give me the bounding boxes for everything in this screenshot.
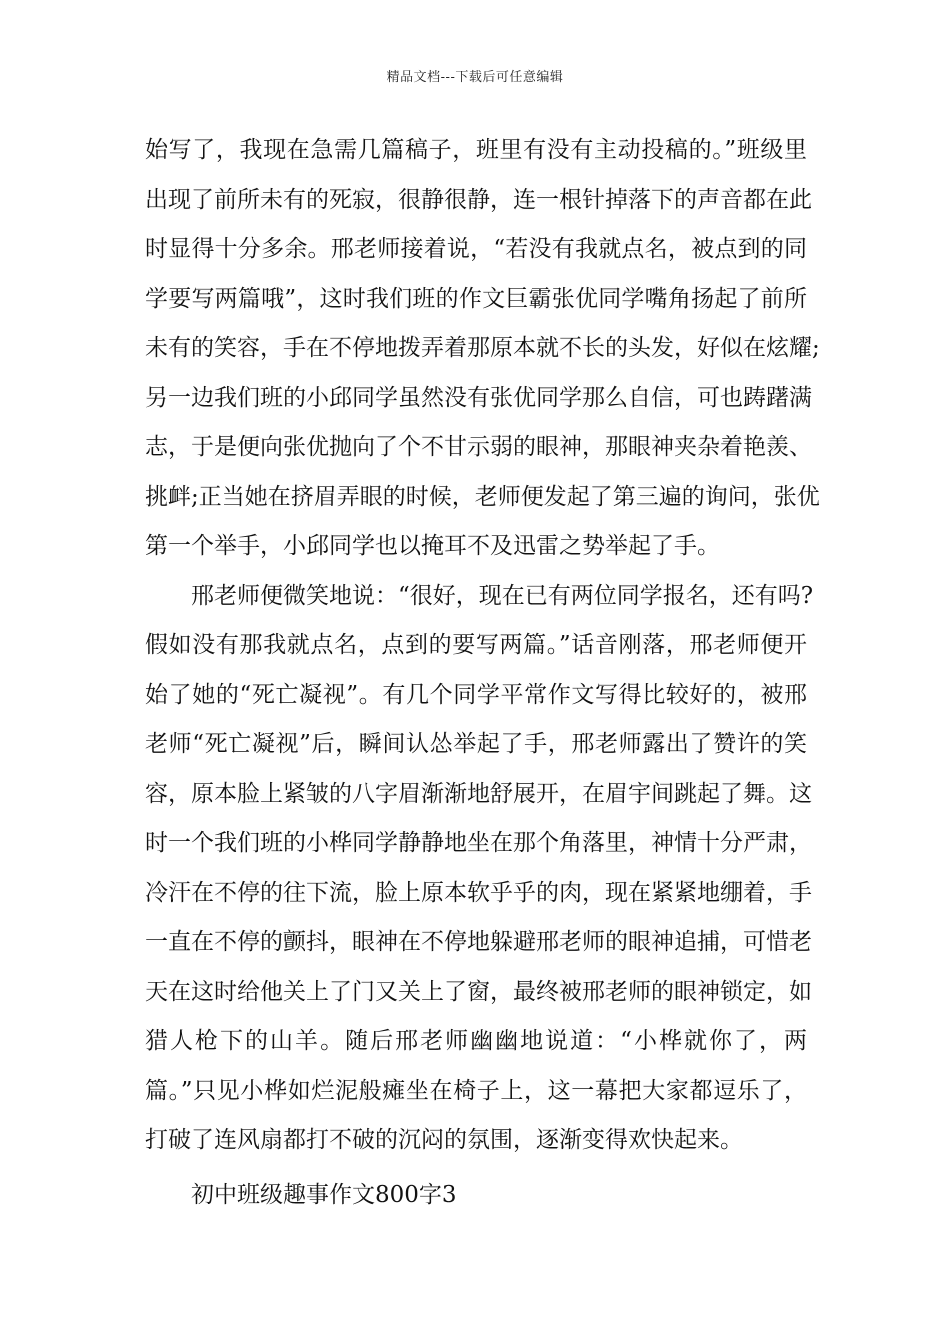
text-line: 天在这时给他关上了门又关上了窗，最终被邢老师的眼神锁定，如 bbox=[145, 978, 812, 1005]
text-line: 篇。”只见小桦如烂泥般瘫坐在椅子上，这一幕把大家都逗乐了， bbox=[145, 1077, 807, 1104]
text-line: 时一个我们班的小桦同学静静地坐在那个角落里，神情十分严肃， bbox=[145, 830, 812, 856]
text-line: 容，原本脸上紧皱的八字眉渐渐地舒展开，在眉宇间跳起了舞。这 bbox=[145, 780, 812, 807]
document-body bbox=[145, 126, 820, 1220]
text-line: 打破了连风扇都打不破的沉闷的氛围，逐渐变得欢快起来。 bbox=[145, 1127, 743, 1153]
text-line: 学要写两篇哦”，这时我们班的作文巨霸张优同学嘴角扬起了前所 bbox=[145, 285, 807, 312]
text-line: 假如没有那我就点名，点到的要写两篇。”话音刚落，邢老师便开 bbox=[145, 632, 807, 658]
text-line: 第一个举手，小邱同学也以掩耳不及迅雷之势举起了手。 bbox=[145, 533, 720, 559]
section-heading bbox=[145, 1171, 807, 1221]
text-line: 猎人枪下的山羊。随后邢老师幽幽地说道：“小桦就你了，两 bbox=[145, 1028, 807, 1054]
heading-line: 初中班级趣事作文800字3 bbox=[191, 1181, 457, 1208]
text-line: 未有的笑容，手在不停地拨弄着那原本就不长的头发，好似在炫耀; bbox=[145, 335, 820, 361]
text-line: 志，于是便向张优抛向了个不甘示弱的眼神，那眼神夹杂着艳羡、 bbox=[145, 434, 812, 460]
paragraph-2 bbox=[145, 572, 814, 1166]
text-line: 冷汗在不停的往下流，脸上原本软乎乎的肉，现在紧紧地绷着，手 bbox=[145, 879, 812, 906]
text-line: 邢老师便微笑地说：“很好，现在已有两位同学报名，还有吗? bbox=[191, 582, 814, 609]
text-line: 另一边我们班的小邱同学虽然没有张优同学那么自信，可也踌躇满 bbox=[145, 384, 812, 411]
text-line: 始了她的“死亡凝视”。有几个同学平常作文写得比较好的，被邢 bbox=[145, 681, 807, 708]
paragraph-1 bbox=[145, 126, 820, 572]
page-header: 精品文档---下载后可任意编辑 bbox=[386, 70, 564, 85]
text-line: 老师“死亡凝视”后，瞬间认怂举起了手，邢老师露出了赞许的笑 bbox=[145, 731, 807, 757]
text-line: 时显得十分多余。邢老师接着说，“若没有我就点名，被点到的同 bbox=[145, 236, 807, 262]
text-line: 挑衅;正当她在挤眉弄眼的时候，老师便发起了第三遍的询问，张优 bbox=[145, 483, 820, 510]
text-line: 出现了前所未有的死寂，很静很静，连一根针掉落下的声音都在此 bbox=[145, 186, 812, 213]
text-line: 一直在不停的颤抖，眼神在不停地躲避邢老师的眼神追捕，可惜老 bbox=[145, 929, 812, 955]
text-line: 始写了，我现在急需几篇稿子，班里有没有主动投稿的。”班级里 bbox=[145, 137, 807, 163]
